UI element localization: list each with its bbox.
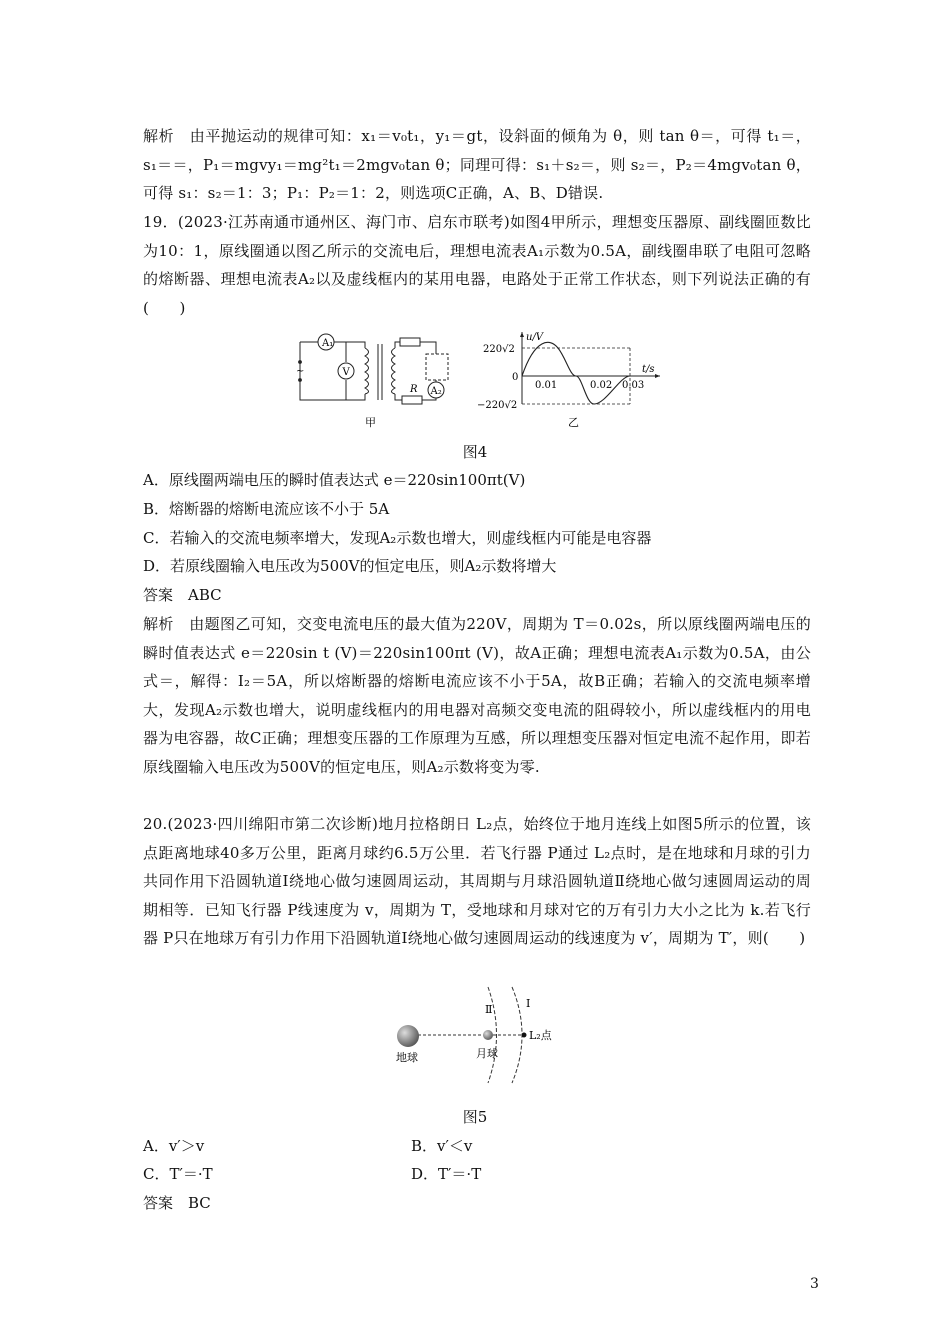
q19-option-b: B．熔断器的熔断电流应该不小于 5A <box>143 500 390 518</box>
answer-20: 答案 BC <box>143 1194 211 1212</box>
ymax-label: 220√2 <box>483 344 515 355</box>
earth-icon <box>397 1025 419 1047</box>
ymin-label: −220√2 <box>477 400 518 411</box>
axis-u-label: u/V <box>526 332 544 343</box>
figure-4-caption: 图4 <box>462 443 488 461</box>
moon-label: 月球 <box>476 1047 498 1060</box>
tick-002: 0.02 <box>590 380 613 391</box>
question-19: 19．(2023·江苏南通市通州区、海门市、启东市联考)如图4甲所示，理想变压器原、副线圈匝数比为10：1，原线圈通以图乙所示的交流电后，理想电流表A₁示数为0.5A，副线圈串联了电阻可忽略的熔断器、理想电流表A₂以及虚线框内的某用电器，电路处于正常工作状态，则下列说法正确的有( ) <box>143 213 811 317</box>
label-jia: 甲 <box>365 416 376 429</box>
q20-option-b: B．v′＜v <box>411 1137 473 1155</box>
figure-4 <box>290 328 670 434</box>
q20-option-a: A．v′＞v <box>143 1137 205 1155</box>
q20-option-d: D．T′＝·T <box>411 1165 482 1183</box>
orbit-2-label: Ⅱ <box>485 1003 493 1016</box>
analysis-18: 解析 由平抛运动的规律可知：x₁＝v₀t₁，y₁＝gt，设斜面的倾角为 θ，则 tan θ＝，可得 t₁＝， s₁＝＝，P₁＝mgvy₁＝mg²t₁＝2mgv₀tan θ；同理可得：s₁＋s₂＝，则 s₂＝，P₂＝4mgv₀tan θ，可得 s₁：s₂＝1：3；P₁：P₂＝1：2，则选项C正确，A、B、D错误. <box>143 127 811 203</box>
figure-5 <box>390 985 570 1085</box>
q20-option-c: C．T′＝·T <box>143 1165 213 1183</box>
moon-icon <box>483 1030 493 1040</box>
analysis-19: 解析 由题图乙可知，交变电流电压的最大值为220V，周期为 T＝0.02s，所以原线圈两端电压的瞬时值表达式 e＝220sin t (V)＝220sin100πt (V)，故A正确；理想电流表A₁示数为0.5A，由公式＝，解得：I₂＝5A，所以熔断器的熔断电流应该不小于5A，故B正确；若输入的交流电频率增大，发现A₂示数也增大，说明虚线框内的用电器对高频交变电流的阻碍较小，所以虚线框内的用电器为电容器，故C正确；理想变压器的工作原理为互感，所以理想变压器对恒定电流不起作用，即若原线圈输入电压改为500V的恒定电压，则A₂示数将变为零. <box>143 615 811 776</box>
v-label: V <box>342 367 350 378</box>
answer-19: 答案 ABC <box>143 586 222 604</box>
q19-option-a: A．原线圈两端电压的瞬时值表达式 e＝220sin100πt(V) <box>143 471 526 489</box>
earth-label: 地球 <box>396 1051 418 1064</box>
circuit-diagram <box>299 334 448 404</box>
figure-5-caption: 图5 <box>462 1108 488 1126</box>
source-label: ~ <box>296 366 305 377</box>
orbit-1-label: Ⅰ <box>526 997 531 1010</box>
q19-option-d: D．若原线圈输入电压改为500V的恒定电压，则A₂示数将增大 <box>143 557 557 575</box>
tick-003: 0.03 <box>622 380 645 391</box>
label-yi: 乙 <box>568 416 579 429</box>
l2-label: L₂点 <box>529 1029 552 1042</box>
page-number: 3 <box>810 1276 819 1292</box>
a1-label: A₁ <box>322 338 334 349</box>
l2-point <box>522 1033 527 1038</box>
tick-001: 0.01 <box>535 380 558 391</box>
question-20: 20.(2023·四川绵阳市第二次诊断)地月拉格朗日 L₂点，始终位于地月连线上如图5所示的位置，该点距离地球40多万公里，距离月球约6.5万公里．若飞行器 P通过 L₂点时，是在地球和月球的引力共同作用下沿圆轨道Ⅰ绕地心做匀速圆周运动，其周期与月球沿圆轨道Ⅱ绕地心做匀速圆周运动的周期相等．已知飞行器 P线速度为 v，周期为 T，受地球和月球对它的万有引力大小之比为 k.若飞行器 P只在地球万有引力作用下沿圆轨道Ⅰ绕地心做匀速圆周运动的线速度为 v′，周期为 T′，则( ) <box>143 815 811 948</box>
origin-label: 0 <box>512 372 519 383</box>
a2-label: A₂ <box>430 386 442 397</box>
q19-option-c: C．若输入的交流电频率增大，发现A₂示数也增大，则虚线框内可能是电容器 <box>143 529 652 547</box>
axis-t-label: t/s <box>642 364 655 375</box>
r-label: R <box>410 384 418 395</box>
